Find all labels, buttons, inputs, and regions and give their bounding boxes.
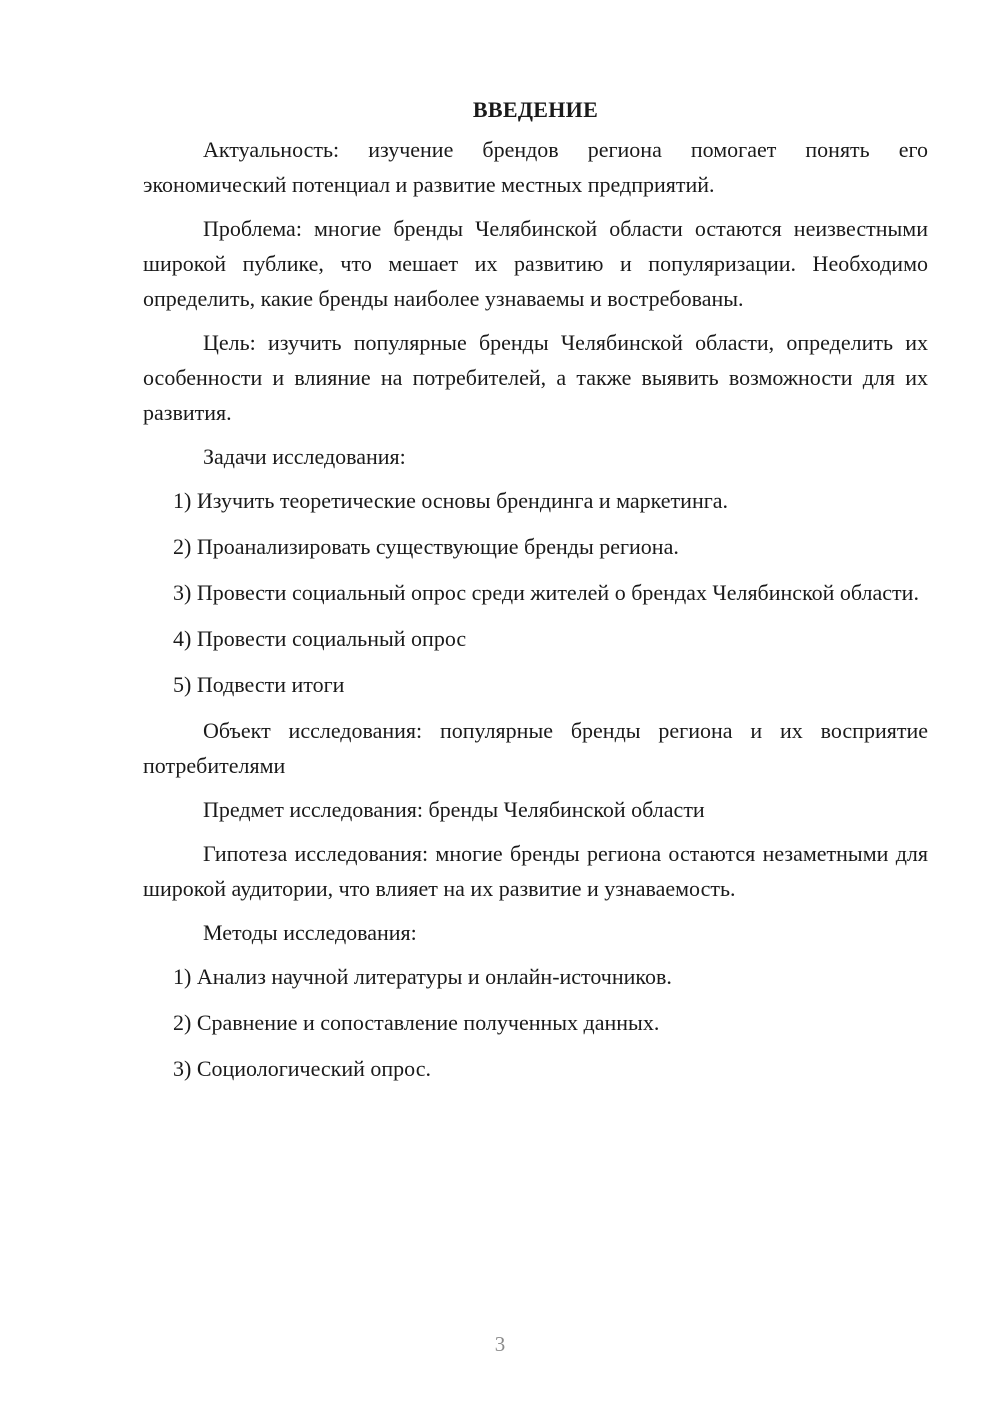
- relevance-paragraph: Актуальность: изучение брендов региона помогает понять его экономический потенциал и развитие местных предприятий.: [143, 137, 928, 197]
- list-item: 4) Провести социальный опрос: [173, 626, 467, 651]
- hypothesis-paragraph: Гипотеза исследования: многие бренды региона остаются незаметными для широкой аудитории, что влияет на их развитие и узнаваемость.: [143, 841, 928, 901]
- list-item: 5) Подвести итоги: [173, 672, 345, 697]
- list-item: 3) Провести социальный опрос среди жителей о брендах Челябинской области.: [173, 580, 919, 605]
- page-title: ВВЕДЕНИЕ: [472, 97, 599, 122]
- goal-paragraph: Цель: изучить популярные бренды Челябинской области, определить их особенности и влияние на потребителей, а также выявить возможности для их развития.: [143, 330, 928, 425]
- methods-list: [143, 959, 928, 1086]
- page-number: 3: [494, 1332, 506, 1356]
- list-item: 2) Проанализировать существующие бренды региона.: [173, 534, 679, 559]
- tasks-list: [143, 483, 928, 702]
- document-page: [143, 92, 928, 1097]
- subject-paragraph: Предмет исследования: бренды Челябинской области: [203, 797, 705, 822]
- list-item: 2) Сравнение и сопоставление полученных данных.: [173, 1010, 660, 1035]
- tasks-title: Задачи исследования:: [203, 444, 406, 469]
- problem-paragraph: Проблема: многие бренды Челябинской области остаются неизвестными широкой публике, что мешает их развитию и популяризации. Необходимо определить, какие бренды наиболее узнаваемы и востребованы.: [143, 216, 928, 311]
- methods-title: Методы исследования:: [203, 920, 417, 945]
- list-item: 1) Изучить теоретические основы брендинга и маркетинга.: [173, 488, 729, 513]
- list-item: 3) Социологический опрос.: [173, 1056, 431, 1081]
- object-paragraph: Объект исследования: популярные бренды региона и их восприятие потребителями: [143, 718, 928, 778]
- list-item: 1) Анализ научной литературы и онлайн-источников.: [173, 964, 672, 989]
